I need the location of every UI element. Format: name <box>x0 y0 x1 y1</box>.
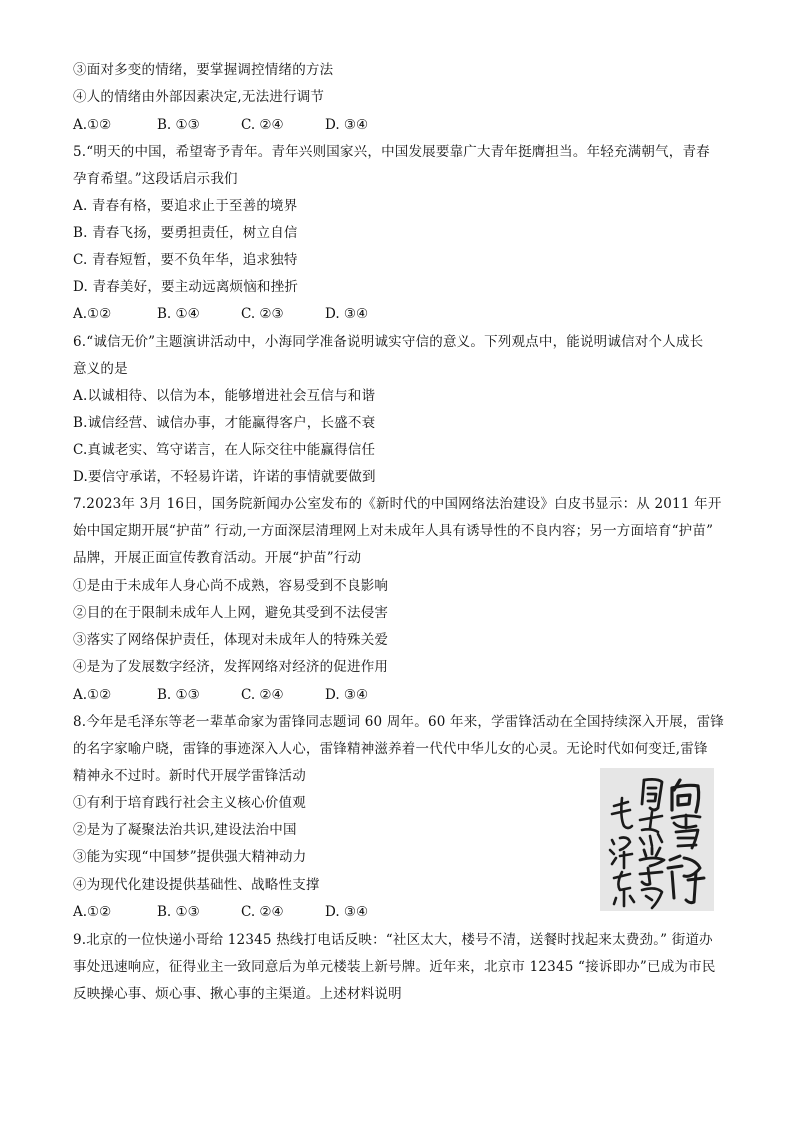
answer-c: C. ②③ <box>241 306 284 322</box>
option-text: ④是为了发展数字经济，发挥网络对经济的促进作用 <box>73 659 389 675</box>
answer-b: B. ①③ <box>157 687 200 703</box>
choice-d: D.要信守承诺，不轻易许诺，许诺的事情就要做到 <box>73 469 376 485</box>
question-9: 9.北京的一位快递小哥给 12345 热线打电话反映：“社区太大，楼号不清，送餐时找起来太费劲。” 街道办 <box>73 932 713 948</box>
answer-a: A.①② <box>73 117 112 133</box>
question-6: 6.“诚信无价”主题演讲活动中，小海同学准备说明诚实守信的意义。下列观点中，能说明诚信对个人成长 <box>73 334 704 350</box>
option-text: ①有利于培育践行社会主义核心价值观 <box>73 795 306 811</box>
answer-c: C. ②④ <box>241 687 284 703</box>
answer-c: C. ②④ <box>241 904 284 920</box>
choice-c: C.真诚老实、笃守诺言，在人际交往中能赢得信任 <box>73 442 376 458</box>
question-text: 事处迅速响应，征得业主一致同意后为单元楼装上新号牌。近年来，北京市 12345 “接诉即办”已成为市民 <box>73 959 716 975</box>
question-text: 始中国定期开展“护苗” 行动,一方面深层清理网上对未成年人具有诱导性的不良内容；另一方面培育“护苗” <box>73 523 714 539</box>
question-text: 精神永不过时。新时代开展学雷锋活动 <box>73 768 306 784</box>
option-text: ④为现代化建设提供基础性、战略性支撑 <box>73 877 320 893</box>
choice-b: B.诚信经营、诚信办事，才能赢得客户，长盛不衰 <box>73 415 376 431</box>
question-text: 意义的是 <box>73 361 128 377</box>
answer-options <box>73 686 368 704</box>
question-5: 5.“明天的中国，希望寄予青年。青年兴则国家兴，中国发展要靠广大青年挺膺担当。年轻充满朝气，青春 <box>73 144 710 160</box>
answer-options <box>73 903 368 921</box>
choice-b: B. 青春飞扬，要勇担责任，树立自信 <box>73 225 298 241</box>
option-text: ③面对多变的情绪，要掌握调控情绪的方法 <box>73 62 334 78</box>
answer-c: C. ②④ <box>241 117 284 133</box>
answer-b: B. ①③ <box>157 117 200 133</box>
choice-d: D. 青春美好，要主动远离烦恼和挫折 <box>73 279 299 295</box>
calligraphy-inscription-image <box>600 768 714 911</box>
question-text: 孕育希望。”这段话启示我们 <box>73 171 238 187</box>
question-8: 8.今年是毛泽东等老一辈革命家为雷锋同志题词 60 周年。60 年来，学雷锋活动在全国持续深入开展，雷锋 <box>73 714 725 730</box>
option-text: ①是由于未成年人身心尚不成熟，容易受到不良影响 <box>73 578 389 594</box>
question-text: 品牌，开展正面宣传教育活动。开展“护苗”行动 <box>73 550 362 566</box>
answer-options <box>73 116 368 134</box>
answer-a: A.①② <box>73 306 112 322</box>
answer-d: D. ③④ <box>325 904 369 920</box>
question-7: 7.2023年 3月 16日，国务院新闻办公室发布的《新时代的中国网络法治建设》白皮书显示：从 2011 年开 <box>73 496 722 512</box>
choice-c: C. 青春短暂，要不负年华，追求独特 <box>73 252 298 268</box>
choice-a: A.以诚相待、以信为本，能够增进社会互信与和谐 <box>73 388 376 404</box>
option-text: ③落实了网络保护责任，体现对未成年人的特殊关爱 <box>73 632 389 648</box>
answer-a: A.①② <box>73 687 112 703</box>
option-text: ②是为了凝聚法治共识,建设法治中国 <box>73 822 297 838</box>
question-text: 的名字家喻户晓，雷锋的事迹深入人心，雷锋精神滋养着一代代中华儿女的心灵。无论时代如何变迁,雷锋 <box>73 741 708 757</box>
option-text: ③能为实现“中国梦”提供强大精神动力 <box>73 849 307 865</box>
question-text: 反映操心事、烦心事、揪心事的主渠道。上述材料说明 <box>73 986 402 1002</box>
answer-d: D. ③④ <box>325 117 369 133</box>
option-text: ②目的在于限制未成年人上网，避免其受到不法侵害 <box>73 605 389 621</box>
answer-b: B. ①③ <box>157 904 200 920</box>
answer-options <box>73 305 368 323</box>
answer-b: B. ①④ <box>157 306 200 322</box>
choice-a: A. 青春有格，要追求止于至善的境界 <box>73 198 298 214</box>
answer-d: D. ③④ <box>325 306 369 322</box>
option-text: ④人的情绪由外部因素决定,无法进行调节 <box>73 89 325 105</box>
answer-d: D. ③④ <box>325 687 369 703</box>
calligraphy-strokes <box>600 768 714 911</box>
answer-a: A.①② <box>73 904 112 920</box>
